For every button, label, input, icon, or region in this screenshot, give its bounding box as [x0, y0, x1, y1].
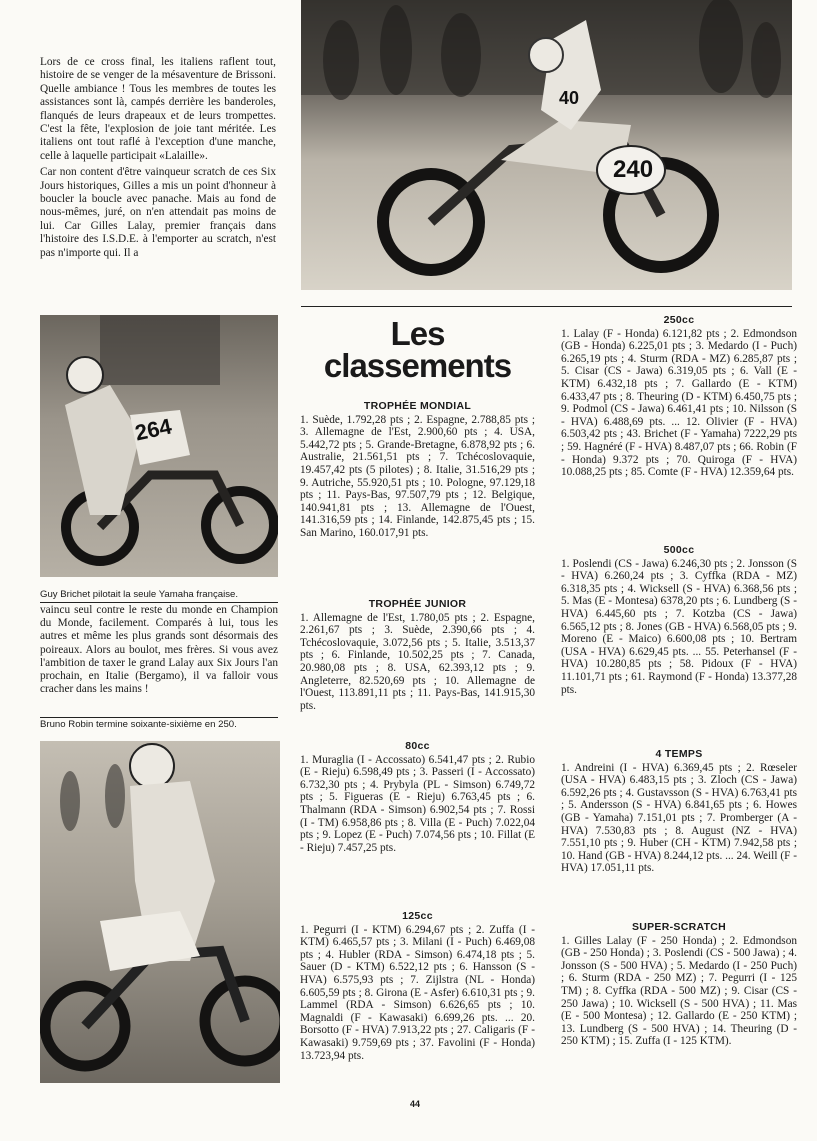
results-super-scratch: 1. Gilles Lalay (F - 250 Honda) ; 2. Edmondson (GB - 250 Honda) ; 3. Poslendi (CS - 500 Jawa) ; 4. Jonsson (S - 500 HVA) ; 5. Medardo (I - 250 Puch) ; 6. Sturm (RDA - 250 MZ) ; 7. Pegurri (I - 125 TM) ; 8. Cyffka (RDA - 500 MZ) ; 9. Cisar (CS - 250 Jawa) ; 10. Wicksell (S - 500 HVA) ; 11. Mas (E - 500 Montesa) ; 12. Gallardo (E - 250 KTM) ; 13. Lundberg (S - 500 HVA) ; 14. Theuring (D - 250 KTM) ; 15. Zuffa (I - 125 KTM). — [561, 934, 797, 1048]
results-500cc: 1. Poslendi (CS - Jawa) 6.246,30 pts ; 2. Jonsson (S - HVA) 6.260,24 pts ; 3. Cyffka (RDA - MZ) 6.318,35 pts ; 4. Wicksell (S - HVA) 6.368,56 pts ; 5. Mas (E - Montesa) 6378,20 pts ; 6. Lundberg (S - HVA) 6.445,60 pts ; 7. Kotzba (CS - Jawa) 6.565,12 pts ; 8. Jones (GB - HVA) 6.568,05 pts ; 9. Moreno (E - Maico) 6.600,08 pts ; 10. Bertram (USA - HVA) 6.629,45 pts. ... 55. Peterhansel (F - HVA) 10.280,85 pts ; 58. Pidoux (F - HVA) 11.101,71 pts ; 61. Raymond (F - Honda) 13.377,28 pts. — [561, 557, 797, 696]
page-number: 44 — [410, 1099, 421, 1109]
results-4temps-block — [561, 748, 797, 875]
heading-250cc: 250cc — [663, 314, 695, 326]
intro-paragraph: Lors de ce cross final, les italiens raflent tout, histoire de se venger de la mésaventure de Brissoni. Quelle ambiance ! Tous les membres de toutes les assistances sont là, campés derrière les banderoles, flanqués de leurs drapeaux et de leurs trompettes. C'est la fête, l'explosion de joie tant méritée. Les italiens ont tout raflé à l'exception d'une manche, celle à laquelle participait «Lalaille». — [40, 56, 276, 162]
results-250cc-block — [561, 314, 797, 479]
caption-rule-2 — [40, 717, 278, 718]
photo-guy-brichet-yamaha — [40, 315, 278, 577]
caption-rule-1 — [40, 602, 278, 603]
heading-80cc: 80cc — [405, 740, 430, 752]
title-line-classements: classements — [323, 347, 512, 384]
results-super-scratch-block — [561, 921, 797, 1048]
photo-bruno-robin — [40, 741, 280, 1083]
results-4-temps: 1. Andreini (I - HVA) 6.369,45 pts ; 2. Rœseler (USA - HVA) 6.483,15 pts ; 3. Zloch (CS - Jawa) 6.592,26 pts ; 4. Gustavsson (S - HVA) 6.763,41 pts ; 5. Andersson (S - HVA) 6.841,65 pts ; 6. Howes (GB - Yamaha) 7.151,01 pts ; 7. Promberger (A - HVA) 7.530,83 pts ; 8. August (NZ - HVA) 7.551,10 pts ; 9. Huber (CH - KTM) 7.942,58 pts ; 10. Hand (GB - HVA) 8.244,12 pts. ... 24. Weill (F - HVA) 17.051,11 pts. — [561, 761, 797, 875]
results-250cc: 1. Lalay (F - Honda) 6.121,82 pts ; 2. Edmondson (GB - Honda) 6.225,01 pts ; 3. Medardo (I - Puch) 6.265,19 pts ; 4. Sturm (RDA - MZ) 6.285,87 pts ; 5. Cisar (CS - Jawa) 6.319,05 pts ; 6. Vall (E - KTM) 6.432,18 pts ; 7. Gallardo (E - KTM) 6.433,47 pts ; 8. Theuring (D - KTM) 6.450,75 pts ; 9. Podmol (CS - Jawa) 6.461,41 pts ; 10. Nilsson (S - HVA) 6.488,69 pts. ... 12. Olivier (F - HVA) 6.503,42 pts ; 43. Brichet (F - Yamaha) 7222,29 pts ; 59. Hagnéré (F - HVA) 8.487,07 pts ; 66. Robin (F - Honda) 9.372 pts ; 70. Quiroga (F - HVA) 10.088,25 pts ; 85. Comte (F - HVA) 12.359,64 pts. — [561, 327, 797, 479]
results-trophee-mondial: 1. Suède, 1.792,28 pts ; 2. Espagne, 2.788,85 pts ; 3. Allemagne de l'Est, 2.900,60 pts ; 4. USA, 5.442,72 pts ; 5. Grande-Bretagne, 6.878,92 pts ; 6. Australie, 21.561,51 pts ; 7. Tchécoslovaquie, 19.457,42 pts (5 pilotes) ; 8. Italie, 31.516,29 pts ; 9. Autriche, 55.920,51 pts ; 10. Pologne, 97.129,18 pts ; 11. Pays-Bas, 97.507,79 pts ; 12. Belgique, 140.941,81 pts ; 13. Allemagne de l'Ouest, 141.316,59 pts ; 14. Finlande, 142.875,45 pts ; 15. San Marino, 160.017,91 pts. — [300, 413, 535, 539]
photo-top-rider-240 — [301, 0, 792, 290]
top-separator — [301, 306, 792, 307]
caption-robin: Bruno Robin termine soixante-sixième en 250. — [40, 719, 237, 730]
results-125cc: 1. Pegurri (I - KTM) 6.294,67 pts ; 2. Zuffa (I - KTM) 6.465,57 pts ; 3. Milani (I - Puch) 6.469,08 pts ; 4. Hubler (RDA - Simson) 6.474,18 pts ; 5. Sauer (D - KTM) 6.522,12 pts ; 6. Hansson (S - HVA) 6.575,93 pts ; 7. Zijlstra (NL - Honda) 6.605,59 pts ; 8. Girona (E - Asfer) 6.610,31 pts ; 9. Lammel (RDA - Simson) 6.626,65 pts ; 10. Magnaldi (F - Kawasaki) 6.699,26 pts. ... 20. Borsotto (F - HVA) 7.913,22 pts ; 27. Caligaris (F - Kawasaki) 9.759,69 pts ; 37. Favolini (F - Honda) 13.723,94 pts. — [300, 923, 535, 1062]
bike-number-240: 240 — [613, 156, 654, 183]
results-125cc-block — [300, 910, 535, 1062]
title-line-les: Les — [390, 315, 445, 352]
lalay-paragraph: Car non content d'être vainqueur scratch de ces Six Jours historiques, Gilles a mis un point d'honneur à boucler la boucle avec panache. Mais au fond de nous-mêmes, juré, on n'en attendait pas moins de lui. Car Gilles Lalay, premier français dans l'histoire des I.S.D.E. à l'emporter au scratch, n'est pas n'importe qui. Il a — [40, 166, 276, 259]
results-junior-block — [300, 598, 535, 712]
results-trophee-junior: 1. Allemagne de l'Est, 1.780,05 pts ; 2. Espagne, 2.261,67 pts ; 3. Suède, 2.390,66 pts ; 4. Tchécoslovaquie, 3.072,56 pts ; 5. Italie, 3.513,37 pts ; 6. Finlande, 10.502,25 pts ; 7. Canada, 20.980,08 pts ; 8. USA, 62.393,12 pts ; 9. Angleterre, 82.520,69 pts ; 10. Allemagne de l'Ouest, 113.891,11 pts ; 11. Pays-Bas, 141.915,30 pts. — [300, 611, 535, 712]
results-80cc: 1. Muraglia (I - Accossato) 6.541,47 pts ; 2. Rubio (E - Rieju) 6.598,49 pts ; 3. Passeri (I - Accossato) 6.732,30 pts ; 4. Prybyla (PL - Simson) 6.749,72 pts ; 5. Figueras (E - Rieju) 6.763,45 pts ; 6. Thalmann (RDA - Simson) 6.902,54 pts ; 7. Rossi (I - TM) 6.958,86 pts ; 8. Villa (E - Puch) 7.022,04 pts ; 9. Lopez (E - Puch) 7.074,56 pts ; 10. Fillat (E - Rieju) 7.457,25 pts. — [300, 753, 535, 854]
heading-super-scratch: SUPER-SCRATCH — [631, 921, 727, 933]
rider-bib-40: 40 — [559, 88, 580, 108]
heading-125cc: 125cc — [402, 910, 433, 922]
heading-4-temps: 4 TEMPS — [655, 748, 703, 760]
intro-column — [40, 56, 276, 260]
results-column-middle — [300, 400, 535, 540]
heading-500cc: 500cc — [663, 544, 695, 556]
results-500cc-block — [561, 544, 797, 696]
heading-trophee-junior: TROPHÉE JUNIOR — [368, 598, 467, 610]
continuation-paragraph: vaincu seul contre le reste du monde en Champion du Monde, facilement. Comparés à lui, tous les autres et même les plus grands sont désormais des poireaux. Alors au boulot, mes frères. Si vous avez l'ambition de taxer le grand Lalay aux Six Jours l'an prochain, en Italie (Bergamo), il va falloir vous cracher dans les mains ! — [40, 604, 278, 696]
bike-number-264: 264 — [132, 413, 174, 446]
results-80cc-block — [300, 740, 535, 854]
heading-trophee-mondial: TROPHÉE MONDIAL — [363, 400, 472, 412]
continuation-column — [40, 604, 278, 696]
classements-title — [301, 315, 534, 384]
caption-brichet: Guy Brichet pilotait la seule Yamaha française. — [40, 589, 239, 600]
